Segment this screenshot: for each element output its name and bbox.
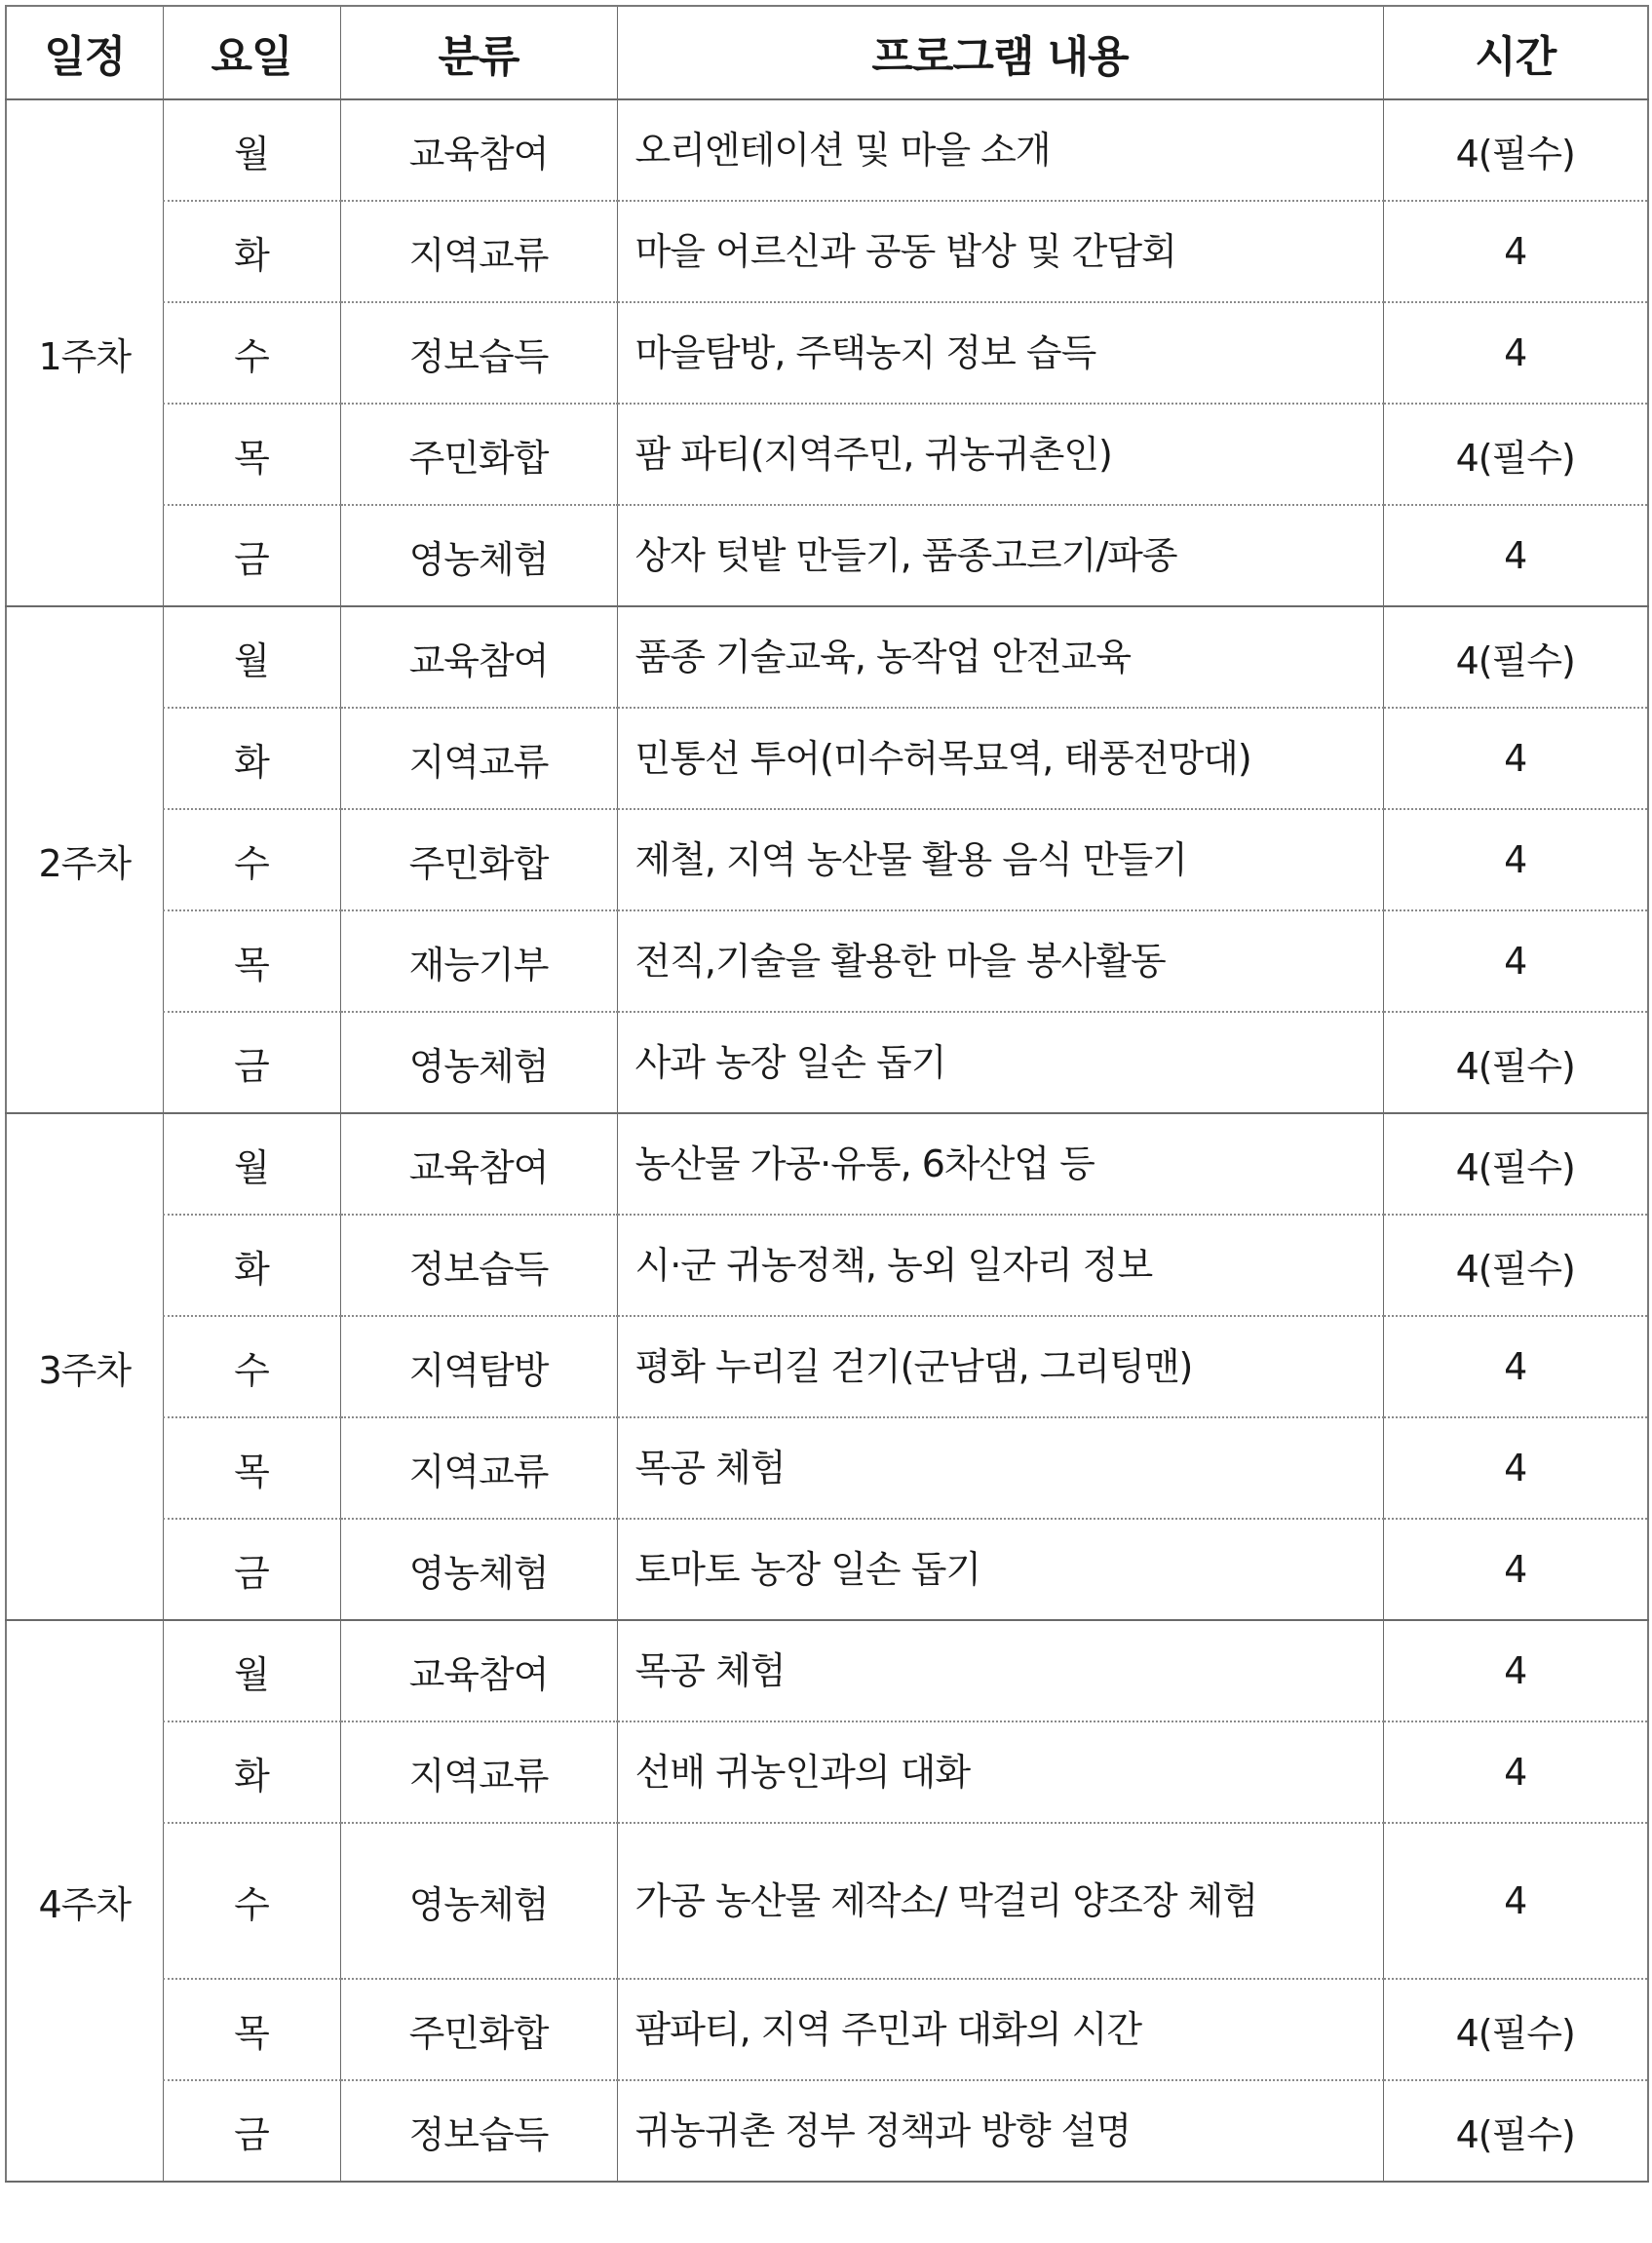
table-row (6, 809, 1648, 910)
category-cell: 주민화합 (340, 1979, 617, 2080)
time-cell: 4(필수) (1383, 99, 1648, 201)
table-row (6, 910, 1648, 1012)
category-cell: 주민화합 (340, 809, 617, 910)
category-cell: 지역교류 (340, 708, 617, 809)
program-cell: 토마토 농장 일손 돕기 (617, 1519, 1383, 1620)
category-cell: 정보습득 (340, 1215, 617, 1316)
program-cell: 마을 어르신과 공동 밥상 및 간담회 (617, 201, 1383, 302)
program-cell: 팜 파티(지역주민, 귀농귀촌인) (617, 404, 1383, 505)
header-time: 시간 (1383, 6, 1648, 99)
category-cell: 지역탐방 (340, 1316, 617, 1417)
program-cell: 목공 체험 (617, 1620, 1383, 1721)
header-week: 일정 (6, 6, 163, 99)
day-cell: 수 (163, 809, 340, 910)
table-row (6, 2080, 1648, 2182)
program-cell: 선배 귀농인과의 대화 (617, 1721, 1383, 1823)
table-row (6, 1215, 1648, 1316)
table-row (6, 505, 1648, 606)
day-cell: 목 (163, 404, 340, 505)
header-day: 요일 (163, 6, 340, 99)
category-cell: 교육참여 (340, 99, 617, 201)
day-cell: 금 (163, 1012, 340, 1113)
program-cell: 제철, 지역 농산물 활용 음식 만들기 (617, 809, 1383, 910)
day-cell: 금 (163, 1519, 340, 1620)
day-cell: 월 (163, 606, 340, 708)
header-row (6, 6, 1648, 99)
program-cell: 농산물 가공·유통, 6차산업 등 (617, 1113, 1383, 1215)
header-category: 분류 (340, 6, 617, 99)
category-cell: 지역교류 (340, 1417, 617, 1519)
day-cell: 수 (163, 302, 340, 404)
category-cell: 지역교류 (340, 201, 617, 302)
program-schedule-table (5, 5, 1649, 2183)
table-row (6, 1012, 1648, 1113)
program-cell: 팜파티, 지역 주민과 대화의 시간 (617, 1979, 1383, 2080)
time-cell: 4(필수) (1383, 1012, 1648, 1113)
program-cell: 오리엔테이션 및 마을 소개 (617, 99, 1383, 201)
category-cell: 지역교류 (340, 1721, 617, 1823)
table-row (6, 1979, 1648, 2080)
table-row (6, 1417, 1648, 1519)
table-row (6, 302, 1648, 404)
program-cell: 품종 기술교육, 농작업 안전교육 (617, 606, 1383, 708)
time-cell: 4 (1383, 1620, 1648, 1721)
category-cell: 영농체험 (340, 1519, 617, 1620)
table-row (6, 1519, 1648, 1620)
time-cell: 4 (1383, 1721, 1648, 1823)
time-cell: 4 (1383, 708, 1648, 809)
table-row (6, 1316, 1648, 1417)
day-cell: 화 (163, 1721, 340, 1823)
table-row (6, 606, 1648, 708)
time-cell: 4 (1383, 201, 1648, 302)
time-cell: 4 (1383, 1417, 1648, 1519)
program-cell: 사과 농장 일손 돕기 (617, 1012, 1383, 1113)
category-cell: 교육참여 (340, 606, 617, 708)
category-cell: 정보습득 (340, 302, 617, 404)
table-row (6, 1721, 1648, 1823)
time-cell: 4 (1383, 505, 1648, 606)
header-program: 프로그램 내용 (617, 6, 1383, 99)
time-cell: 4(필수) (1383, 1113, 1648, 1215)
program-cell: 귀농귀촌 정부 정책과 방향 설명 (617, 2080, 1383, 2182)
time-cell: 4(필수) (1383, 2080, 1648, 2182)
table-row (6, 1823, 1648, 1979)
category-cell: 교육참여 (340, 1620, 617, 1721)
category-cell: 교육참여 (340, 1113, 617, 1215)
day-cell: 목 (163, 1417, 340, 1519)
category-cell: 주민화합 (340, 404, 617, 505)
category-cell: 영농체험 (340, 1823, 617, 1979)
table-row (6, 1113, 1648, 1215)
table-row (6, 404, 1648, 505)
week-label: 4주차 (6, 1620, 163, 2182)
program-cell: 가공 농산물 제작소/ 막걸리 양조장 체험 (617, 1823, 1383, 1979)
category-cell: 영농체험 (340, 505, 617, 606)
program-cell: 민통선 투어(미수허목묘역, 태풍전망대) (617, 708, 1383, 809)
program-cell: 전직,기술을 활용한 마을 봉사활동 (617, 910, 1383, 1012)
table-row (6, 1620, 1648, 1721)
week-label: 2주차 (6, 606, 163, 1113)
day-cell: 월 (163, 99, 340, 201)
day-cell: 화 (163, 1215, 340, 1316)
day-cell: 화 (163, 201, 340, 302)
time-cell: 4(필수) (1383, 606, 1648, 708)
program-cell: 목공 체험 (617, 1417, 1383, 1519)
time-cell: 4 (1383, 302, 1648, 404)
day-cell: 수 (163, 1823, 340, 1979)
week-label: 3주차 (6, 1113, 163, 1620)
program-cell: 상자 텃밭 만들기, 품종고르기/파종 (617, 505, 1383, 606)
day-cell: 금 (163, 2080, 340, 2182)
time-cell: 4 (1383, 809, 1648, 910)
day-cell: 목 (163, 1979, 340, 2080)
day-cell: 월 (163, 1620, 340, 1721)
day-cell: 금 (163, 505, 340, 606)
category-cell: 재능기부 (340, 910, 617, 1012)
day-cell: 목 (163, 910, 340, 1012)
program-cell: 평화 누리길 걷기(군남댐, 그리팅맨) (617, 1316, 1383, 1417)
table-row (6, 201, 1648, 302)
time-cell: 4 (1383, 1823, 1648, 1979)
week-label: 1주차 (6, 99, 163, 606)
program-cell: 마을탐방, 주택농지 정보 습득 (617, 302, 1383, 404)
time-cell: 4(필수) (1383, 1979, 1648, 2080)
day-cell: 수 (163, 1316, 340, 1417)
time-cell: 4 (1383, 1316, 1648, 1417)
category-cell: 정보습득 (340, 2080, 617, 2182)
program-cell: 시·군 귀농정책, 농외 일자리 정보 (617, 1215, 1383, 1316)
category-cell: 영농체험 (340, 1012, 617, 1113)
time-cell: 4(필수) (1383, 404, 1648, 505)
table-row (6, 708, 1648, 809)
day-cell: 화 (163, 708, 340, 809)
table-row (6, 99, 1648, 201)
time-cell: 4 (1383, 1519, 1648, 1620)
day-cell: 월 (163, 1113, 340, 1215)
time-cell: 4(필수) (1383, 1215, 1648, 1316)
time-cell: 4 (1383, 910, 1648, 1012)
